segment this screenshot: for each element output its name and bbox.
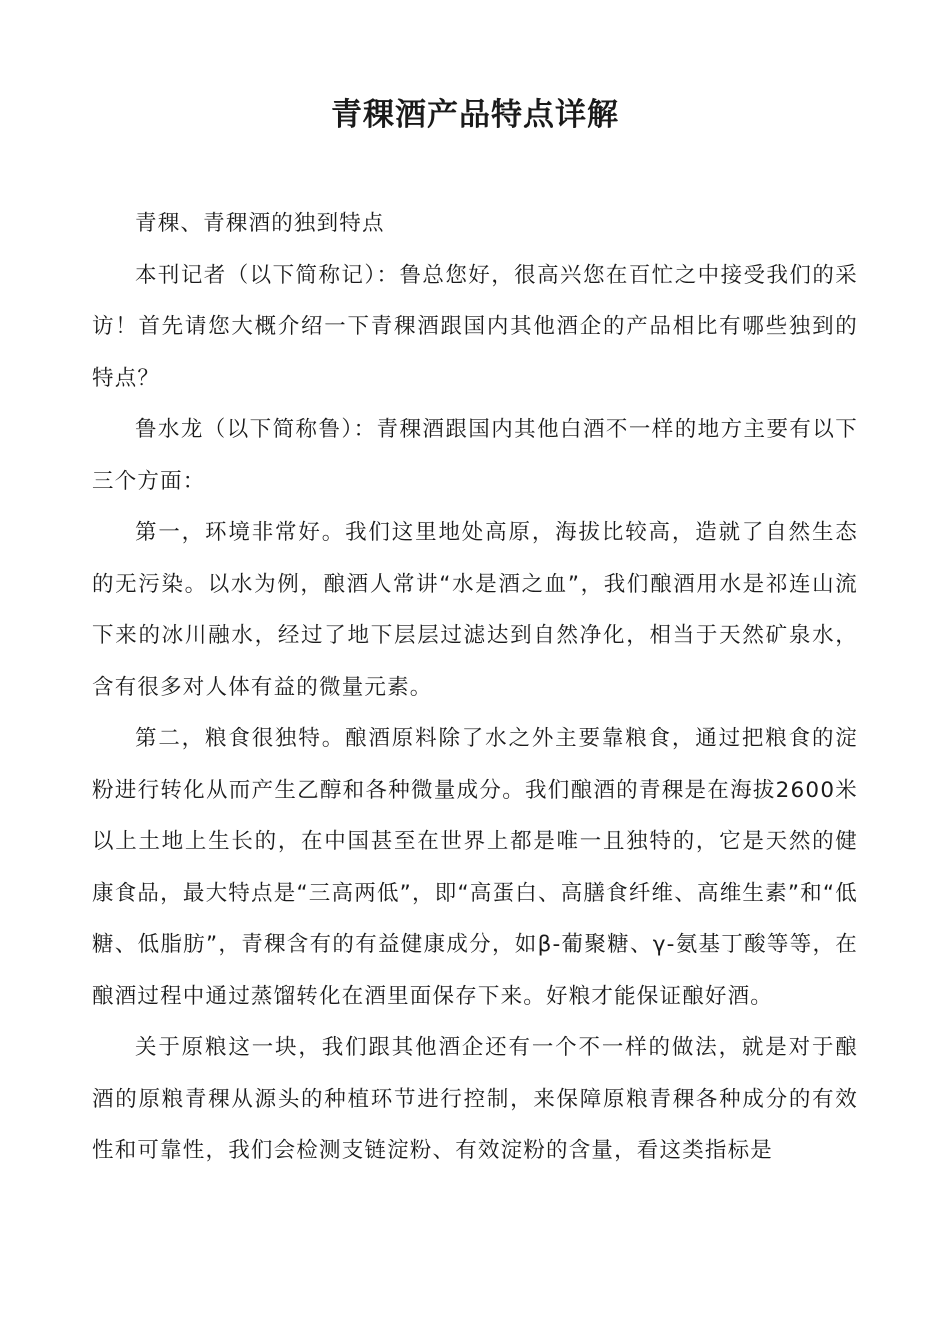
paragraph-heading: 青稞、青稞酒的独到特点	[135, 211, 385, 236]
paragraph-raw-grain-control: 关于原粮这一块，我们跟其他酒企还有一个不一样的做法，就是对于酿酒的原粮青稞从源头的种植环节进行控制，来保障原粮青稞各种成分的有效性和可靠性，我们会检测支链淀粉、有效淀粉的含量，看这类指标是	[92, 1035, 858, 1163]
document-page	[92, 0, 858, 1177]
paragraph-grain: 第二，粮食很独特。酿酒原料除了水之外主要靠粮食，通过把粮食的淀粉进行转化从而产生乙醇和各种微量成分。我们酿酒的青稞是在海拔2600米以上土地上生长的，在中国甚至在世界上都是唯一且独特的，它是天然的健康食品，最大特点是“三高两低”，即“高蛋白、高膳食纤维、高维生素”和“低糖、低脂肪”，青稞含有的有益健康成分，如β-葡聚糖、γ-氨基丁酸等等，在酿酒过程中通过蒸馏转化在酒里面保存下来。好粮才能保证酿好酒。	[92, 726, 858, 1009]
document-body	[92, 198, 858, 1177]
paragraph-answer-intro: 鲁水龙（以下简称鲁）：青稞酒跟国内其他白酒不一样的地方主要有以下三个方面：	[92, 417, 858, 494]
paragraph-reporter-question: 本刊记者（以下简称记）：鲁总您好，很高兴您在百忙之中接受我们的采访！首先请您大概介绍一下青稞酒跟国内其他酒企的产品相比有哪些独到的特点？	[92, 262, 858, 391]
document-title: 青稞酒产品特点详解	[331, 97, 619, 133]
paragraph-environment: 第一，环境非常好。我们这里地处高原，海拔比较高，造就了自然生态的无污染。以水为例，酿酒人常讲“水是酒之血”，我们酿酒用水是祁连山流下来的冰川融水，经过了地下层层过滤达到自然净化，相当于天然矿泉水，含有很多对人体有益的微量元素。	[92, 520, 858, 700]
